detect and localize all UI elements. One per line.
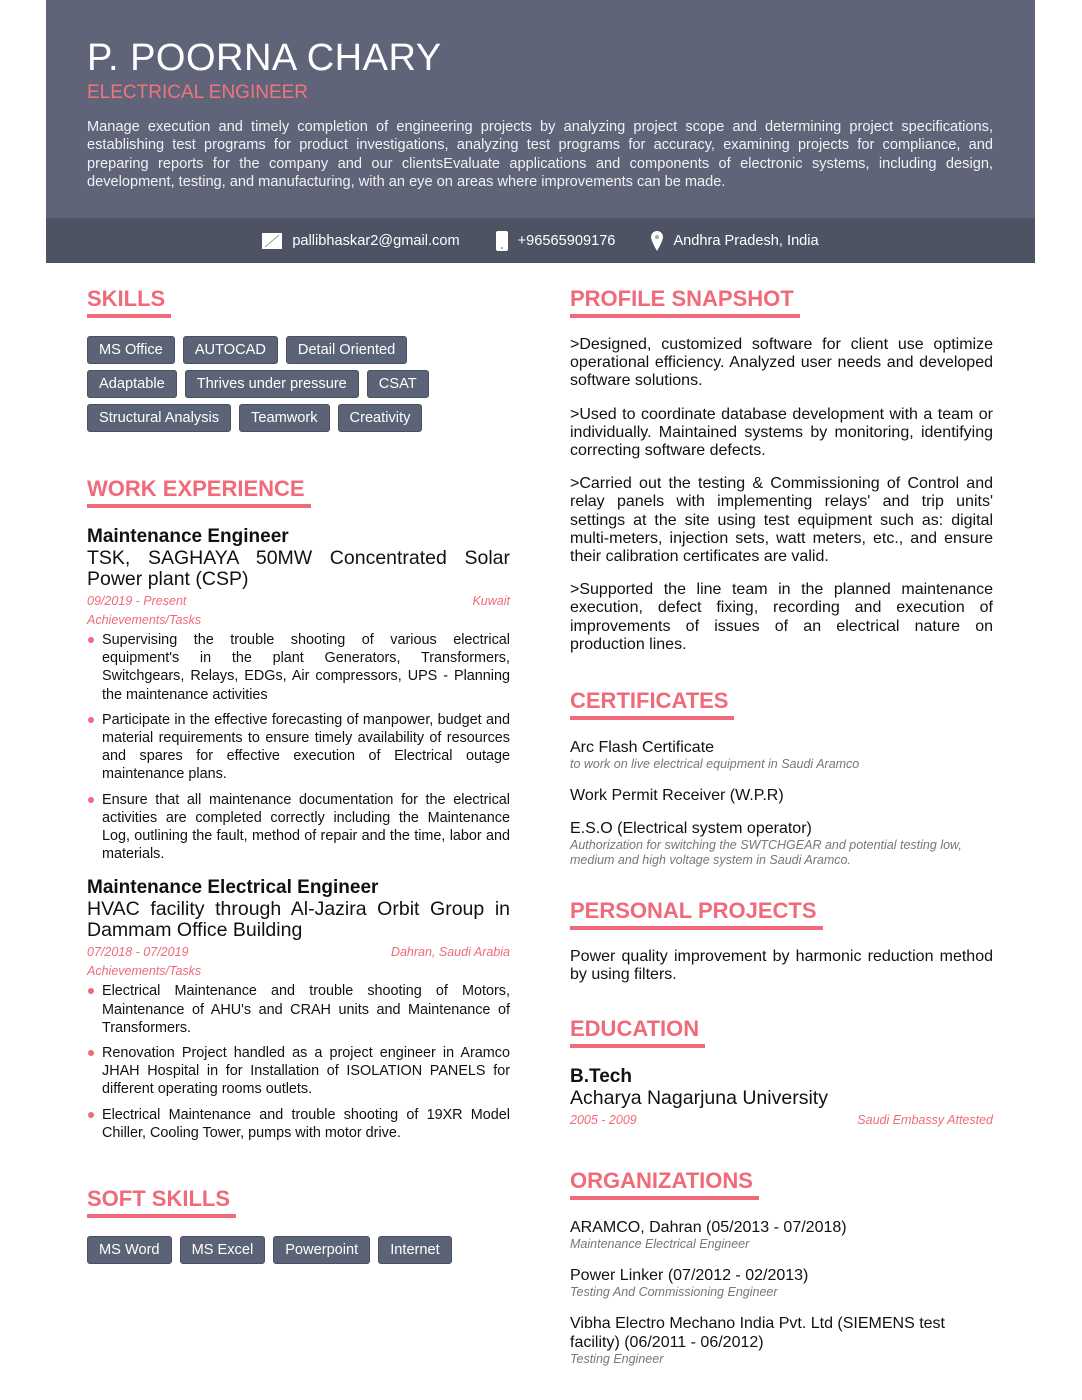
project-text: Power quality improvement by harmonic reduction method by using filters. xyxy=(570,948,993,984)
certificate-title: E.S.O (Electrical system operator) xyxy=(570,820,812,837)
skills-section xyxy=(87,286,510,432)
certificate-item xyxy=(570,738,993,772)
edu-note: Saudi Embassy Attested xyxy=(857,1113,993,1127)
skill-chip: Thrives under pressure xyxy=(185,370,359,398)
email-text: pallibhaskar2@gmail.com xyxy=(292,232,460,249)
organization-role: Maintenance Electrical Engineer xyxy=(570,1237,750,1251)
organization-item xyxy=(570,1314,993,1367)
certificate-title: Work Permit Receiver (W.P.R) xyxy=(570,787,784,804)
organization-role: Testing Engineer xyxy=(570,1352,664,1366)
projects-section xyxy=(570,898,993,999)
bullet-item: Supervising the trouble shooting of various electrical equipment's in the plant Generators, Transformers, Switchgears, Relays, EDGs, Air compressors, UPS - Planning the maintenance activities xyxy=(87,631,510,704)
section-heading: EDUCATION xyxy=(570,1016,705,1048)
section-heading: ORGANIZATIONS xyxy=(570,1168,759,1200)
candidate-name: P. POORNA CHARY xyxy=(87,37,442,79)
bullet-item: Renovation Project handled as a project engineer in Aramco JHAH Hospital in for Installation of ISOLATION PANELS for different operating rooms outlets. xyxy=(87,1044,510,1099)
skill-chip: CSAT xyxy=(367,370,429,398)
profile-paragraph: >Designed, customized software for client use optimize operational efficiency. Analyzed user needs and developed software solutions. xyxy=(570,336,993,390)
skill-chip: Creativity xyxy=(338,404,423,432)
education-section xyxy=(570,1016,993,1127)
skill-chip: Structural Analysis xyxy=(87,404,231,432)
school: Acharya Nagarjuna University xyxy=(570,1087,828,1109)
soft-skills-section xyxy=(87,1186,510,1264)
header xyxy=(46,0,1035,218)
edu-dates: 2005 - 2009 xyxy=(570,1113,637,1127)
job-location: Dahran, Saudi Arabia xyxy=(390,945,510,960)
job-location: Kuwait xyxy=(472,594,510,608)
job-title: ELECTRICAL ENGINEER xyxy=(87,82,309,103)
certificate-item xyxy=(570,819,993,868)
organization-item xyxy=(570,1266,993,1300)
achievements-label: Achievements/Tasks xyxy=(87,964,202,979)
contact-location xyxy=(651,231,818,251)
contact-phone[interactable] xyxy=(496,231,616,251)
certificates-section xyxy=(570,688,993,882)
profile-section xyxy=(570,286,993,669)
degree: B.Tech xyxy=(570,1066,632,1087)
section-heading: PROFILE SNAPSHOT xyxy=(570,286,800,318)
organization-role: Testing And Commissioning Engineer xyxy=(570,1285,778,1299)
skill-chip: Teamwork xyxy=(239,404,330,432)
skill-chip: AUTOCAD xyxy=(183,336,278,364)
envelope-icon xyxy=(262,233,282,249)
company: TSK, SAGHAYA 50MW Concentrated Solar Power plant (CSP) xyxy=(87,547,510,590)
work-section xyxy=(87,476,510,1156)
organization-title: ARAMCO, Dahran (05/2013 - 07/2018) xyxy=(570,1219,847,1236)
bullet-item: Ensure that all maintenance documentation for the electrical activities are completed correctly including the Maintenance Log, outlining the fault, method of repair and the time, labor and materials. xyxy=(87,791,510,864)
skill-chip: Adaptable xyxy=(87,370,177,398)
job-entry xyxy=(87,877,510,1142)
organization-title: Power Linker (07/2012 - 02/2013) xyxy=(570,1267,809,1284)
profile-paragraph: >Used to coordinate database development with a team or individually. Maintained systems by monitoring, identifying correcting software defects. xyxy=(570,405,993,460)
phone-text: +96565909176 xyxy=(517,232,616,249)
profile-paragraph: >Carried out the testing & Commissioning of Control and relay panels with implementing relays' and trip units' settings at the site using test equipment such as: digital multi-meters, injection sets, watt meters, etc., and ensure their calibration certificates are valid. xyxy=(570,475,993,566)
bullet-item: Electrical Maintenance and trouble shooting of 19XR Model Chiller, Cooling Tower, pumps with motor drive. xyxy=(87,1106,510,1142)
skill-chip: Internet xyxy=(378,1236,452,1264)
skill-chip: Powerpoint xyxy=(273,1236,370,1264)
certificate-desc: to work on live electrical equipment in Saudi Aramco xyxy=(570,757,860,771)
section-heading: SKILLS xyxy=(87,286,171,318)
section-heading: SOFT SKILLS xyxy=(87,1186,236,1218)
bullet-item: Participate in the effective forecasting of manpower, budget and material requirements to ensure timely availability of resources and spares for effective execution of Electrical outage maintenance plans. xyxy=(87,711,510,784)
profile-paragraph: >Supported the line team in the planned maintenance execution, defect fixing, recording and execution of improvements of issues of an electrical nature on production lines. xyxy=(570,581,993,653)
job-title: Maintenance Electrical Engineer xyxy=(87,877,379,899)
achievements-label: Achievements/Tasks xyxy=(87,613,202,627)
company: HVAC facility through Al-Jazira Orbit Group in Dammam Office Building xyxy=(87,898,510,942)
skill-chip: Detail Oriented xyxy=(286,336,407,364)
summary: Manage execution and timely completion of engineering projects by analyzing project scope and determining project specifications, establishing test programs for product investigations, analyzing test programs for accuracy, examining projects for compliance, and preparing reports for the company and our clientsEvaluate applications and components of electronic systems, including design, development, testing, and manufacturing, with an eye on areas where improvements can be made. xyxy=(87,119,993,190)
job-dates: 09/2019 - Present xyxy=(87,594,187,608)
job-title: Maintenance Engineer xyxy=(87,526,289,547)
skill-chip: MS Excel xyxy=(180,1236,266,1264)
contact-email[interactable] xyxy=(262,233,459,249)
phone-icon xyxy=(496,231,508,251)
map-pin-icon xyxy=(651,231,663,251)
job-entry xyxy=(87,526,510,863)
skill-chip: MS Word xyxy=(87,1236,172,1264)
organization-item xyxy=(570,1218,993,1252)
section-heading: CERTIFICATES xyxy=(570,688,734,720)
contact-bar xyxy=(46,218,1035,263)
job-dates: 07/2018 - 07/2019 xyxy=(87,945,189,960)
section-heading: WORK EXPERIENCE xyxy=(87,476,311,508)
certificate-title: Arc Flash Certificate xyxy=(570,739,715,756)
section-heading: PERSONAL PROJECTS xyxy=(570,898,823,930)
certificate-item xyxy=(570,786,993,805)
location-text: Andhra Pradesh, India xyxy=(673,232,819,249)
bullet-item: Electrical Maintenance and trouble shooting of Motors, Maintenance of AHU's and CRAH units and Maintenance of Transformers. xyxy=(87,982,510,1037)
certificate-desc: Authorization for switching the SWTCHGEAR and potential testing low, medium and high voltage system in Saudi Aramco. xyxy=(570,838,962,867)
skill-chip: MS Office xyxy=(87,336,175,364)
organization-title: Vibha Electro Mechano India Pvt. Ltd (SIEMENS test facility) (06/2011 - 06/2012) xyxy=(570,1315,945,1351)
organizations-section xyxy=(570,1168,993,1381)
